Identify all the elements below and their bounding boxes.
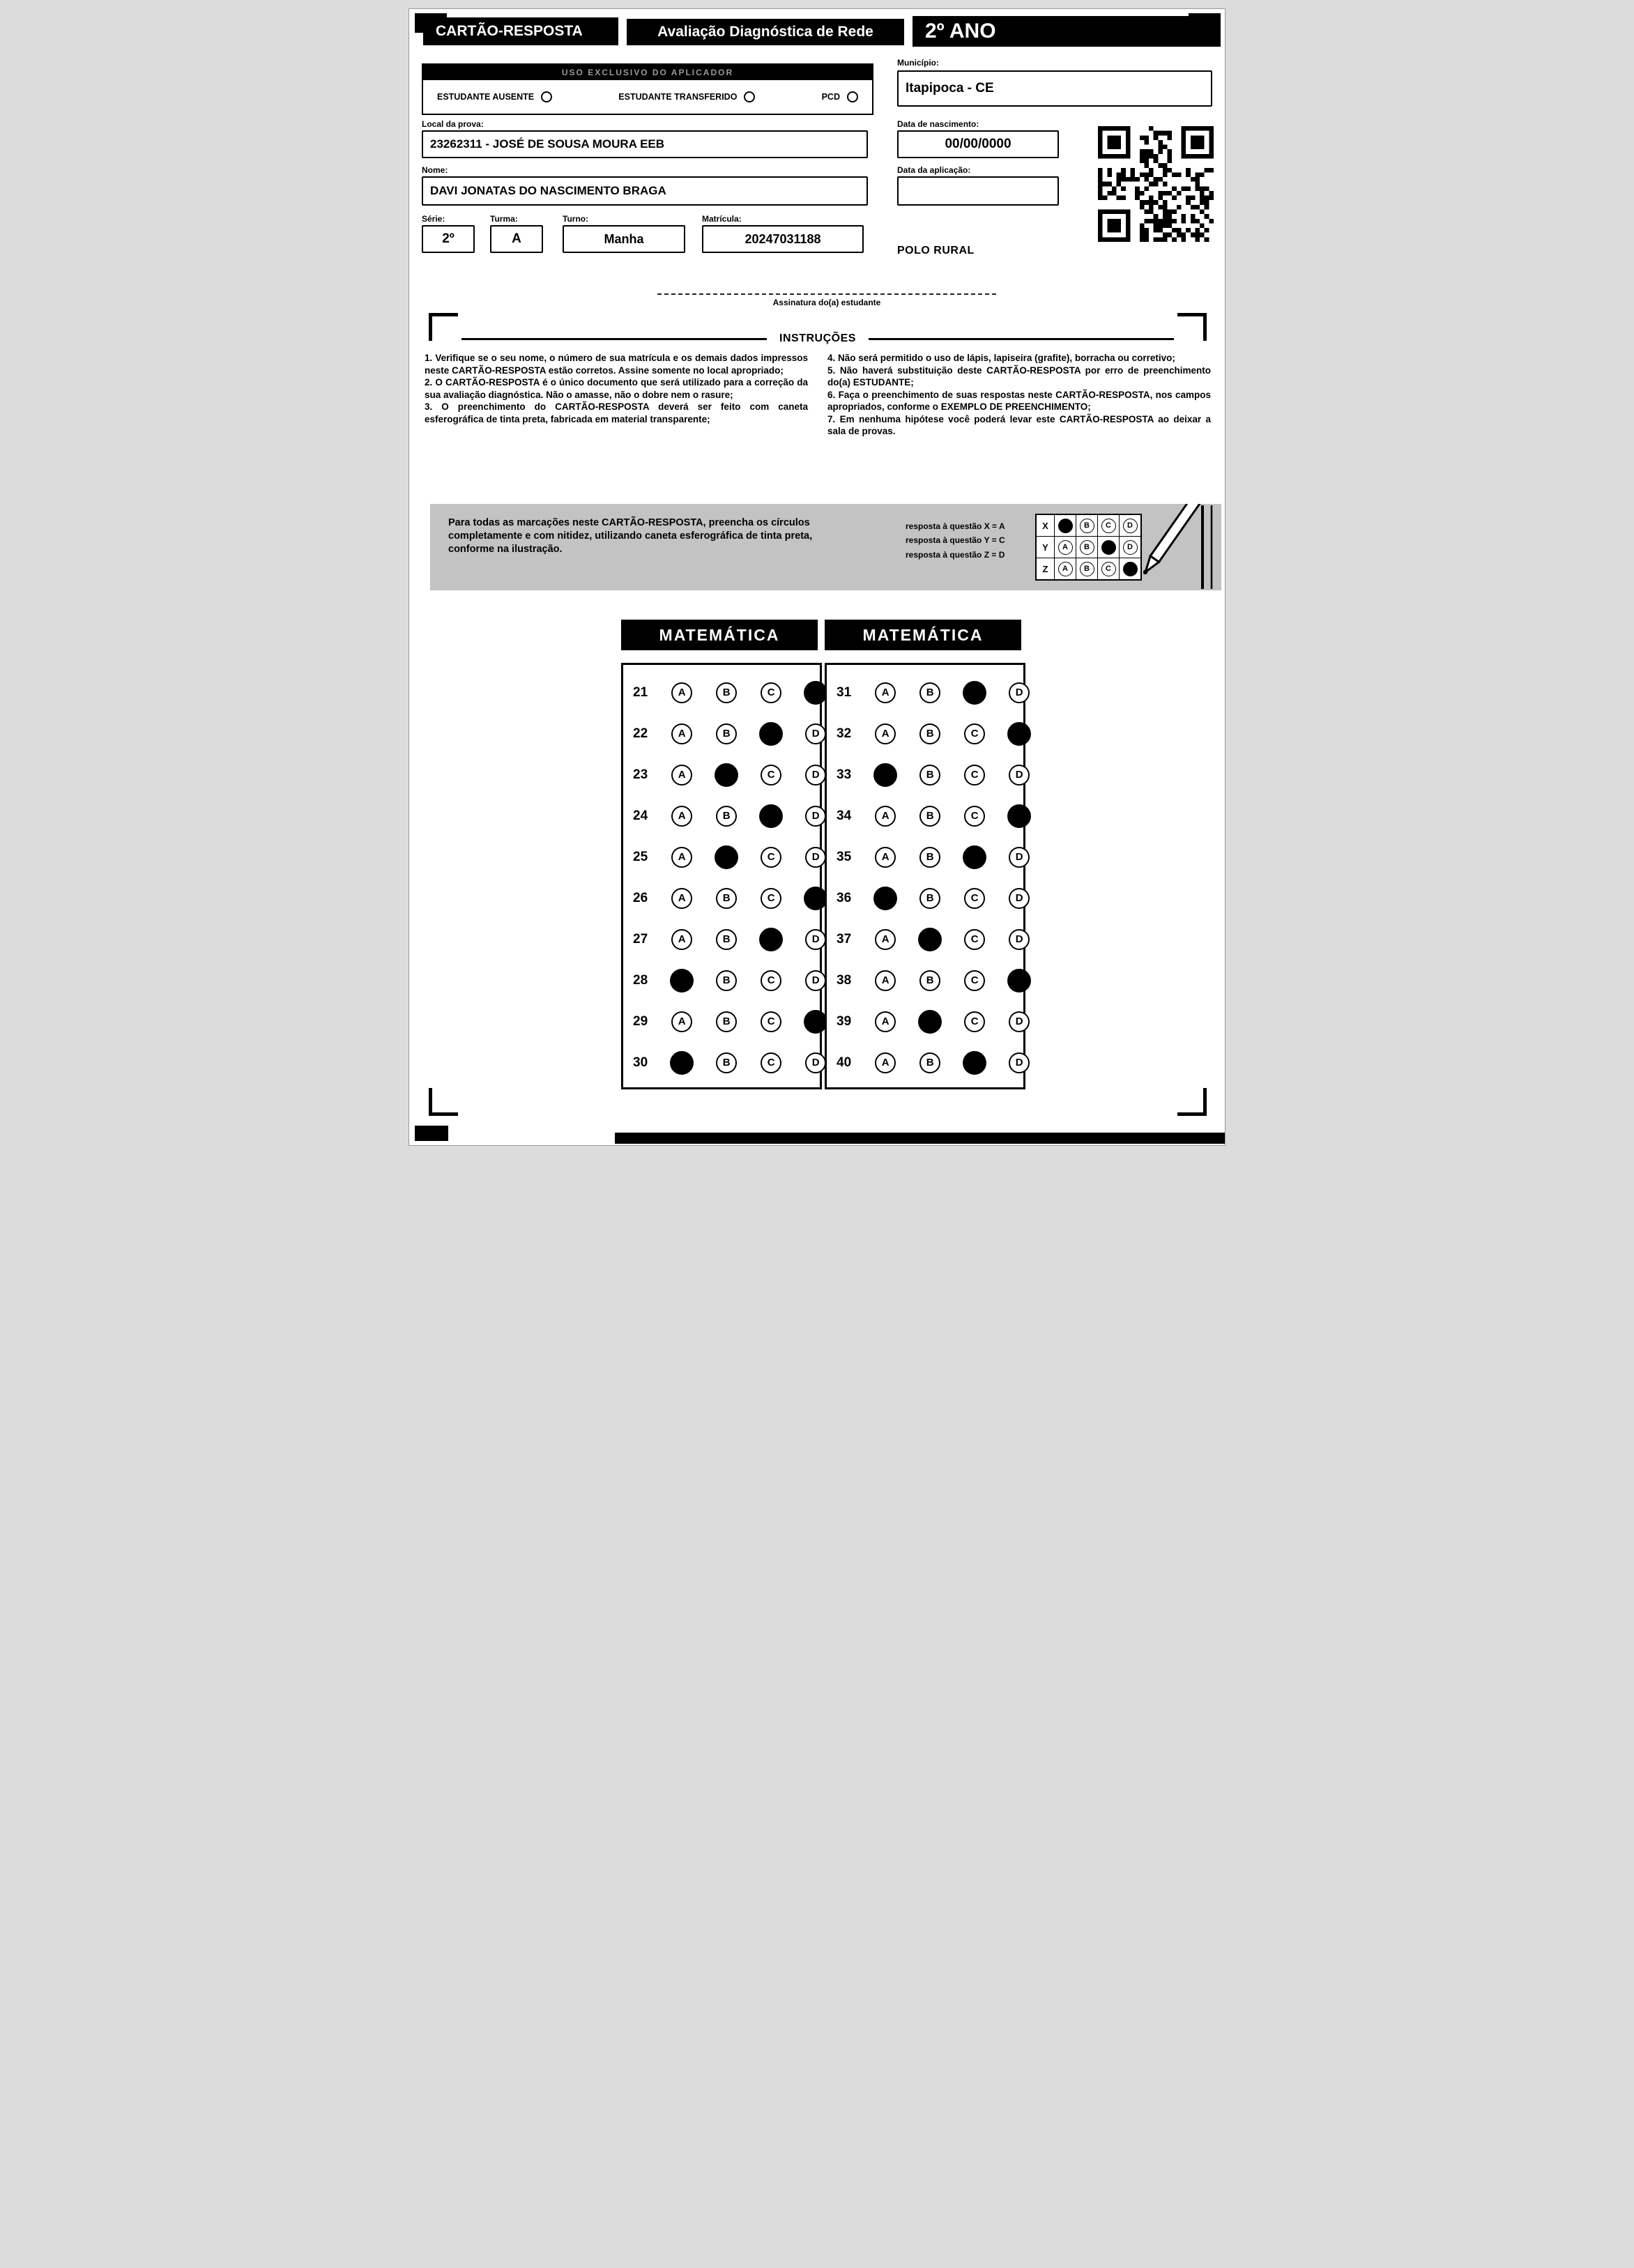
bubble-q31-C-filled[interactable] — [963, 681, 986, 705]
registration-mark-mid-right — [1177, 313, 1207, 341]
question-number: 40 — [837, 1055, 852, 1070]
question-number: 38 — [837, 972, 852, 988]
bubble-q38-C[interactable]: C — [964, 970, 985, 991]
bubble-q27-B[interactable]: B — [716, 929, 737, 950]
bubble-q33-B[interactable]: B — [919, 765, 940, 786]
registration-mark-bottom-right — [1177, 1088, 1207, 1116]
answer-row-q30 — [623, 1042, 820, 1083]
ausente-label: ESTUDANTE AUSENTE — [437, 92, 535, 102]
hand-pen-illustration — [1129, 504, 1219, 590]
applicator-section — [422, 63, 873, 115]
bubble-q36-B[interactable]: B — [919, 888, 940, 909]
turma-value: A — [512, 231, 521, 246]
aplicacao-label: Data da aplicação: — [897, 165, 971, 175]
serie-label: Série: — [422, 214, 445, 224]
section-header-matematica-2: MATEMÁTICA — [825, 620, 1021, 650]
bubble-q26-C[interactable]: C — [761, 888, 781, 909]
bubble-q31-B[interactable]: B — [919, 682, 940, 703]
turno-value: Manha — [604, 231, 644, 246]
bubble-q23-D[interactable]: D — [805, 765, 826, 786]
bubble-q30-B[interactable]: B — [716, 1052, 737, 1073]
example-cell-Y-B — [1076, 537, 1097, 558]
bubble-q21-B[interactable]: B — [716, 682, 737, 703]
answer-grid-21-30 — [621, 663, 822, 1089]
example-cell-Y-A — [1054, 537, 1076, 558]
answer-grid-31-40 — [825, 663, 1025, 1089]
applicator-options-row — [423, 80, 872, 114]
question-number: 33 — [837, 767, 852, 782]
example-row-label: X — [1037, 515, 1054, 536]
bubble-q38-B[interactable]: B — [919, 970, 940, 991]
example-bubble: C — [1101, 519, 1116, 533]
bubble-q39-D[interactable]: D — [1009, 1011, 1030, 1032]
bubble-q33-A-filled[interactable] — [873, 763, 897, 787]
example-row-label: Y — [1037, 537, 1054, 558]
example-bubble: B — [1080, 562, 1094, 576]
polo-rural-label: POLO RURAL — [897, 245, 975, 256]
bubble-q36-A-filled[interactable] — [873, 887, 897, 910]
bubble-q21-D-filled[interactable] — [804, 681, 827, 705]
legend-line-y: resposta à questão Y = C — [906, 535, 1005, 546]
instructions-column-right — [827, 352, 1211, 438]
bubble-q37-A[interactable]: A — [875, 929, 896, 950]
bubble-q32-A[interactable]: A — [875, 723, 896, 744]
bubble-q22-A[interactable]: A — [671, 723, 692, 744]
instructions-column-left — [425, 352, 808, 438]
instruction-item-6: 6. Faça o preenchimento de suas respostas neste CARTÃO-RESPOSTA, nos campos apropriados, conforme o EXEMPLO DE PREENCHIMENTO; — [827, 389, 1211, 413]
instruction-item-2: 2. O CARTÃO-RESPOSTA é o único documento que será utilizado para a correção da sua avaliação diagnóstica. Não o amasse, não o dobre nem o rasure; — [425, 377, 808, 400]
example-bubble: A — [1058, 540, 1073, 555]
local-value: 23262311 - JOSÉ DE SOUSA MOURA EEB — [430, 137, 665, 151]
bubble-q29-A[interactable]: A — [671, 1011, 692, 1032]
pcd-label: PCD — [821, 92, 840, 102]
divider-right — [869, 338, 1174, 340]
bubble-q22-D[interactable]: D — [805, 723, 826, 744]
bubble-q38-A[interactable]: A — [875, 970, 896, 991]
bubble-q34-C[interactable]: C — [964, 806, 985, 827]
applicator-bar-label: USO EXCLUSIVO DO APLICADOR — [423, 65, 872, 80]
example-row-label: Z — [1037, 558, 1054, 579]
bubble-q22-C-filled[interactable] — [759, 722, 783, 746]
bubble-q33-D[interactable]: D — [1009, 765, 1030, 786]
bubble-q28-A-filled[interactable] — [670, 969, 694, 993]
bubble-q31-A[interactable]: A — [875, 682, 896, 703]
bubble-q37-D[interactable]: D — [1009, 929, 1030, 950]
bubble-q25-C[interactable]: C — [761, 847, 781, 868]
option-estudante-transferido — [618, 91, 755, 102]
bubble-q25-D[interactable]: D — [805, 847, 826, 868]
bubble-q24-D[interactable]: D — [805, 806, 826, 827]
example-bubble: B — [1080, 519, 1094, 533]
bubble-q40-A[interactable]: A — [875, 1052, 896, 1073]
answer-row-q24 — [623, 795, 820, 836]
signature-line[interactable] — [657, 293, 996, 295]
bubble-q40-B[interactable]: B — [919, 1052, 940, 1073]
question-number: 23 — [633, 767, 648, 782]
example-row-Z — [1037, 558, 1140, 579]
bottom-scan-bar — [615, 1133, 1226, 1144]
example-bubble: C — [1101, 562, 1116, 576]
bubble-q40-D[interactable]: D — [1009, 1052, 1030, 1073]
form-title: CARTÃO-RESPOSTA — [423, 17, 618, 45]
answer-row-q32 — [827, 713, 1023, 754]
legend-line-x: resposta à questão X = A — [906, 521, 1005, 531]
example-cell-Z-A — [1054, 558, 1076, 579]
option-estudante-ausente — [437, 91, 552, 102]
bubble-q27-A[interactable]: A — [671, 929, 692, 950]
bubble-q26-D-filled[interactable] — [804, 887, 827, 910]
bubble-q29-C[interactable]: C — [761, 1011, 781, 1032]
example-row-X — [1037, 515, 1140, 536]
answer-row-q40 — [827, 1042, 1023, 1083]
matricula-label: Matrícula: — [702, 214, 742, 224]
question-number: 29 — [633, 1013, 648, 1029]
answer-row-q38 — [827, 960, 1023, 1001]
grade-badge: 2º ANO — [913, 16, 1221, 47]
answer-row-q23 — [623, 754, 820, 795]
local-label: Local da prova: — [422, 119, 484, 129]
turma-label: Turma: — [490, 214, 518, 224]
example-row-Y — [1037, 536, 1140, 558]
question-number: 26 — [633, 890, 648, 905]
answer-row-q27 — [623, 919, 820, 960]
form-subtitle: Avaliação Diagnóstica de Rede — [627, 19, 904, 45]
bubble-q32-D-filled[interactable] — [1007, 722, 1031, 746]
answer-row-q35 — [827, 836, 1023, 878]
instruction-item-4: 4. Não será permitido o uso de lápis, lapiseira (grafite), borracha ou corretivo; — [827, 353, 1175, 363]
answer-row-q34 — [827, 795, 1023, 836]
matricula-value: 20247031188 — [745, 231, 821, 246]
bubble-q24-B[interactable]: B — [716, 806, 737, 827]
bubble-q26-A[interactable]: A — [671, 888, 692, 909]
bubble-q40-C-filled[interactable] — [963, 1051, 986, 1075]
bubble-q39-B-filled[interactable] — [918, 1010, 942, 1034]
bubble-q38-D-filled[interactable] — [1007, 969, 1031, 993]
bubble-q30-C[interactable]: C — [761, 1052, 781, 1073]
bubble-q39-C[interactable]: C — [964, 1011, 985, 1032]
transferido-radio[interactable] — [744, 91, 755, 102]
example-bubble-filled — [1101, 540, 1116, 555]
answer-row-q25 — [623, 836, 820, 878]
registration-mark-bottom-left — [429, 1088, 458, 1116]
question-number: 27 — [633, 931, 648, 947]
question-number: 22 — [633, 726, 648, 741]
example-cell-X-B — [1076, 515, 1097, 536]
example-cell-X-C — [1097, 515, 1119, 536]
question-number: 34 — [837, 808, 852, 823]
option-pcd — [822, 91, 858, 102]
instructions-title-row — [461, 332, 1174, 345]
answer-row-q37 — [827, 919, 1023, 960]
nome-value: DAVI JONATAS DO NASCIMENTO BRAGA — [430, 184, 666, 197]
turno-label: Turno: — [563, 214, 589, 224]
example-cell-Z-C — [1097, 558, 1119, 579]
bubble-q34-B[interactable]: B — [919, 806, 940, 827]
question-number: 28 — [633, 972, 648, 988]
answer-sheet — [408, 8, 1226, 1146]
question-number: 30 — [633, 1055, 648, 1070]
bubble-q24-C-filled[interactable] — [759, 804, 783, 828]
bubble-q37-C[interactable]: C — [964, 929, 985, 950]
answer-row-q29 — [623, 1001, 820, 1042]
nascimento-label: Data de nascimento: — [897, 119, 979, 129]
example-text: Para todas as marcações neste CARTÃO-RESPOSTA, preencha os círculos completamente e com nitidez, utilizando caneta esferográfica de tinta preta, conforme na ilustração. — [448, 517, 813, 555]
question-number: 35 — [837, 849, 852, 864]
municipio-label: Município: — [897, 58, 939, 68]
serie-value: 2º — [442, 231, 455, 246]
example-cell-Z-B — [1076, 558, 1097, 579]
answer-row-q31 — [827, 672, 1023, 713]
bubble-q33-C[interactable]: C — [964, 765, 985, 786]
bubble-q28-B[interactable]: B — [716, 970, 737, 991]
bubble-q28-D[interactable]: D — [805, 970, 826, 991]
instruction-item-1: 1. Verifique se o seu nome, o número de sua matrícula e os demais dados impressos neste CARTÃO-RESPOSTA estão corretos. Assine somente no local apropriado; — [425, 353, 808, 376]
bubble-q27-D[interactable]: D — [805, 929, 826, 950]
nascimento-value: 00/00/0000 — [945, 137, 1011, 151]
bubble-q26-B[interactable]: B — [716, 888, 737, 909]
bubble-q32-C[interactable]: C — [964, 723, 985, 744]
registration-mark-mid-left — [429, 313, 458, 341]
bubble-q34-D-filled[interactable] — [1007, 804, 1031, 828]
bubble-q25-A[interactable]: A — [671, 847, 692, 868]
bubble-q35-D[interactable]: D — [1009, 847, 1030, 868]
bubble-q34-A[interactable]: A — [875, 806, 896, 827]
example-bubble: D — [1123, 519, 1138, 533]
bubble-q29-D-filled[interactable] — [804, 1010, 827, 1034]
bubble-q23-B-filled[interactable] — [715, 763, 738, 787]
bubble-q23-A[interactable]: A — [671, 765, 692, 786]
bubble-q35-A[interactable]: A — [875, 847, 896, 868]
bottom-left-mark — [415, 1126, 448, 1141]
bubble-q30-D[interactable]: D — [805, 1052, 826, 1073]
question-number: 37 — [837, 931, 852, 947]
example-bubble-filled — [1058, 519, 1073, 533]
divider-left — [461, 338, 767, 340]
example-grid — [1035, 514, 1142, 581]
municipio-value: Itapipoca - CE — [906, 81, 994, 95]
bubble-q32-B[interactable]: B — [919, 723, 940, 744]
answer-row-q21 — [623, 672, 820, 713]
example-bubble: B — [1080, 540, 1094, 555]
bubble-q37-B-filled[interactable] — [918, 928, 942, 951]
instructions-columns — [425, 352, 1211, 438]
question-number: 21 — [633, 684, 648, 700]
instruction-item-7: 7. Em nenhuma hipótese você poderá levar este CARTÃO-RESPOSTA ao deixar a sala de provas. — [827, 413, 1211, 437]
answer-row-q36 — [827, 878, 1023, 919]
pcd-radio[interactable] — [847, 91, 858, 102]
qr-code — [1098, 126, 1214, 242]
bubble-q27-C-filled[interactable] — [759, 928, 783, 951]
question-number: 31 — [837, 684, 852, 700]
instructions-title: INSTRUÇÕES — [779, 332, 856, 344]
example-bubble: A — [1058, 562, 1073, 576]
answer-row-q39 — [827, 1001, 1023, 1042]
signature-label: Assinatura do(a) estudante — [772, 298, 881, 307]
question-number: 36 — [837, 890, 852, 905]
answer-row-q33 — [827, 754, 1023, 795]
bubble-q39-A[interactable]: A — [875, 1011, 896, 1032]
question-number: 32 — [837, 726, 852, 741]
bubble-q35-C-filled[interactable] — [963, 845, 986, 869]
bubble-q28-C[interactable]: C — [761, 970, 781, 991]
bubble-q24-A[interactable]: A — [671, 806, 692, 827]
section-header-matematica-1: MATEMÁTICA — [621, 620, 818, 650]
instruction-item-5: 5. Não haverá substituição deste CARTÃO-RESPOSTA por erro de preenchimento do(a) ESTUDANTE; — [827, 365, 1211, 388]
bubble-q23-C[interactable]: C — [761, 765, 781, 786]
bubble-q31-D[interactable]: D — [1009, 682, 1030, 703]
bubble-q21-C[interactable]: C — [761, 682, 781, 703]
nome-label: Nome: — [422, 165, 448, 175]
bubble-q36-C[interactable]: C — [964, 888, 985, 909]
example-cell-Y-C — [1097, 537, 1119, 558]
question-number: 25 — [633, 849, 648, 864]
bubble-q29-B[interactable]: B — [716, 1011, 737, 1032]
answer-row-q26 — [623, 878, 820, 919]
question-number: 39 — [837, 1013, 852, 1029]
example-band — [430, 504, 1221, 590]
bubble-q21-A[interactable]: A — [671, 682, 692, 703]
bubble-q25-B-filled[interactable] — [715, 845, 738, 869]
bubble-q35-B[interactable]: B — [919, 847, 940, 868]
answer-row-q28 — [623, 960, 820, 1001]
question-number: 24 — [633, 808, 648, 823]
ausente-radio[interactable] — [541, 91, 552, 102]
bubble-q30-A-filled[interactable] — [670, 1051, 694, 1075]
legend-line-z: resposta à questão Z = D — [906, 549, 1005, 560]
example-cell-X-A — [1054, 515, 1076, 536]
example-legend — [906, 519, 1005, 562]
answer-row-q22 — [623, 713, 820, 754]
bubble-q36-D[interactable]: D — [1009, 888, 1030, 909]
transferido-label: ESTUDANTE TRANSFERIDO — [618, 92, 738, 102]
bubble-q22-B[interactable]: B — [716, 723, 737, 744]
instruction-item-3: 3. O preenchimento do CARTÃO-RESPOSTA deverá ser feito com caneta esferográfica de tinta preta, fabricada em material transparente; — [425, 401, 808, 424]
example-bubble: D — [1123, 540, 1138, 555]
